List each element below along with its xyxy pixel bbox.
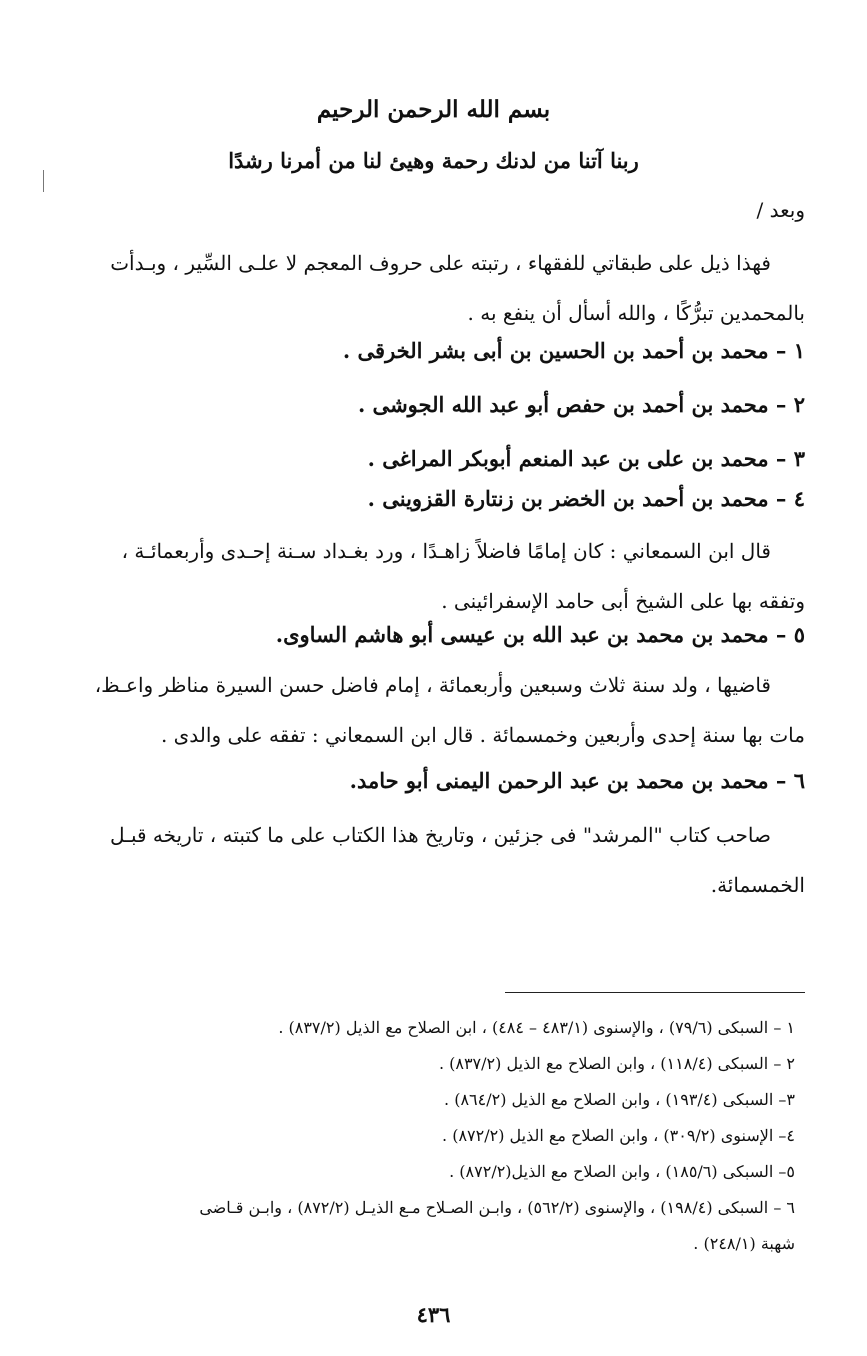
footnote-5: ٥– السبكى (١٨٥/٦) ، وابن الصلاح مع الذيل(٨٧٢/٢) . (449, 1162, 795, 1181)
bio-5-line-2: مات بها سنة إحدى وأربعين وخمسمائة . قال ابن السمعاني : تفقه على والدى . (160, 723, 805, 747)
intro-line-2: بالمحمدين تبرُّكًا ، والله أسأل أن ينفع به . (467, 301, 805, 325)
bio-4-line-2: وتفقه بها على الشيخ أبى حامد الإسفرائينى . (441, 589, 805, 613)
dua-heading: ربنا آتنا من لدنك رحمة وهيئ لنا من أمرنا رشدًا (228, 148, 639, 173)
footnote-separator (505, 992, 805, 993)
footnote-4: ٤– الإسنوى (٣٠٩/٢) ، وابن الصلاح مع الذيل (٨٧٢/٢) . (442, 1126, 795, 1145)
entry-heading-3: ٣ – محمد بن على بن عبد المنعم أبوبكر المراغى . (367, 446, 805, 471)
footnotes (62, 1010, 795, 1262)
intro-line-1: فهذا ذيل على طبقاتي للفقهاء ، رتبته على حروف المعجم لا علـى السِّير ، وبـدأت (110, 251, 771, 275)
footnote-6-continued: شهبة (٢٤٨/١) . (693, 1234, 795, 1253)
page-number: ٤٣٦ (416, 1302, 451, 1327)
footnote-1: ١ – السبكى (٧٩/٦) ، والإسنوى (٤٨٣/١ – ٤٨٤) ، ابن الصلاح مع الذيل (٨٣٧/٢) . (278, 1018, 795, 1037)
entry-heading-4: ٤ – محمد بن أحمد بن الخضر بن زنتارة القزوينى . (367, 486, 805, 511)
bio-5-line-1: قاضيها ، ولد سنة ثلاث وسبعين وأربعمائة ، إمام فاضل حسن السيرة مناظر واعـظ، (94, 673, 771, 697)
wa-bad-line: وبعد / (756, 198, 805, 222)
bio-6-line-1: صاحب كتاب "المرشد" فى جزئين ، وتاريخ هذا الكتاب على ما كتبته ، تاريخه قبـل (109, 823, 771, 847)
entry-bio-5 (62, 660, 805, 760)
margin-mark (43, 170, 44, 192)
entry-heading-5: ٥ – محمد بن محمد بن عبد الله بن عيسى أبو هاشم الساوى. (275, 622, 805, 647)
entry-heading-2: ٢ – محمد بن أحمد بن حفص أبو عبد الله الجوشى . (357, 392, 805, 417)
entry-bio-4 (62, 526, 805, 626)
intro-paragraph (62, 238, 805, 338)
footnote-2: ٢ – السبكى (١١٨/٤) ، وابن الصلاح مع الذيل (٨٣٧/٢) . (438, 1054, 795, 1073)
entry-heading-6: ٦ – محمد بن محمد بن عبد الرحمن اليمنى أبو حامد. (349, 768, 805, 793)
entry-heading-1: ١ – محمد بن أحمد بن الحسين بن أبى بشر الخرقى . (342, 338, 805, 363)
bio-4-line-1: قال ابن السمعاني : كان إمامًا فاضلاً زاهـدًا ، ورد بغـداد سـنة إحـدى وأربعمائـة ، (121, 539, 771, 563)
entry-bio-6 (62, 810, 805, 910)
basmala-heading: بسم الله الرحمن الرحيم (316, 96, 551, 123)
footnote-6: ٦ – السبكى (١٩٨/٤) ، والإسنوى (٥٦٢/٢) ، وابـن الصـلاح مـع الذيـل (٨٧٢/٢) ، وابـن قـاضى (199, 1198, 795, 1217)
footnote-3: ٣– السبكى (١٩٣/٤) ، وابن الصلاح مع الذيل (٨٦٤/٢) . (444, 1090, 795, 1109)
bio-6-line-2: الخمسمائة. (710, 873, 805, 897)
